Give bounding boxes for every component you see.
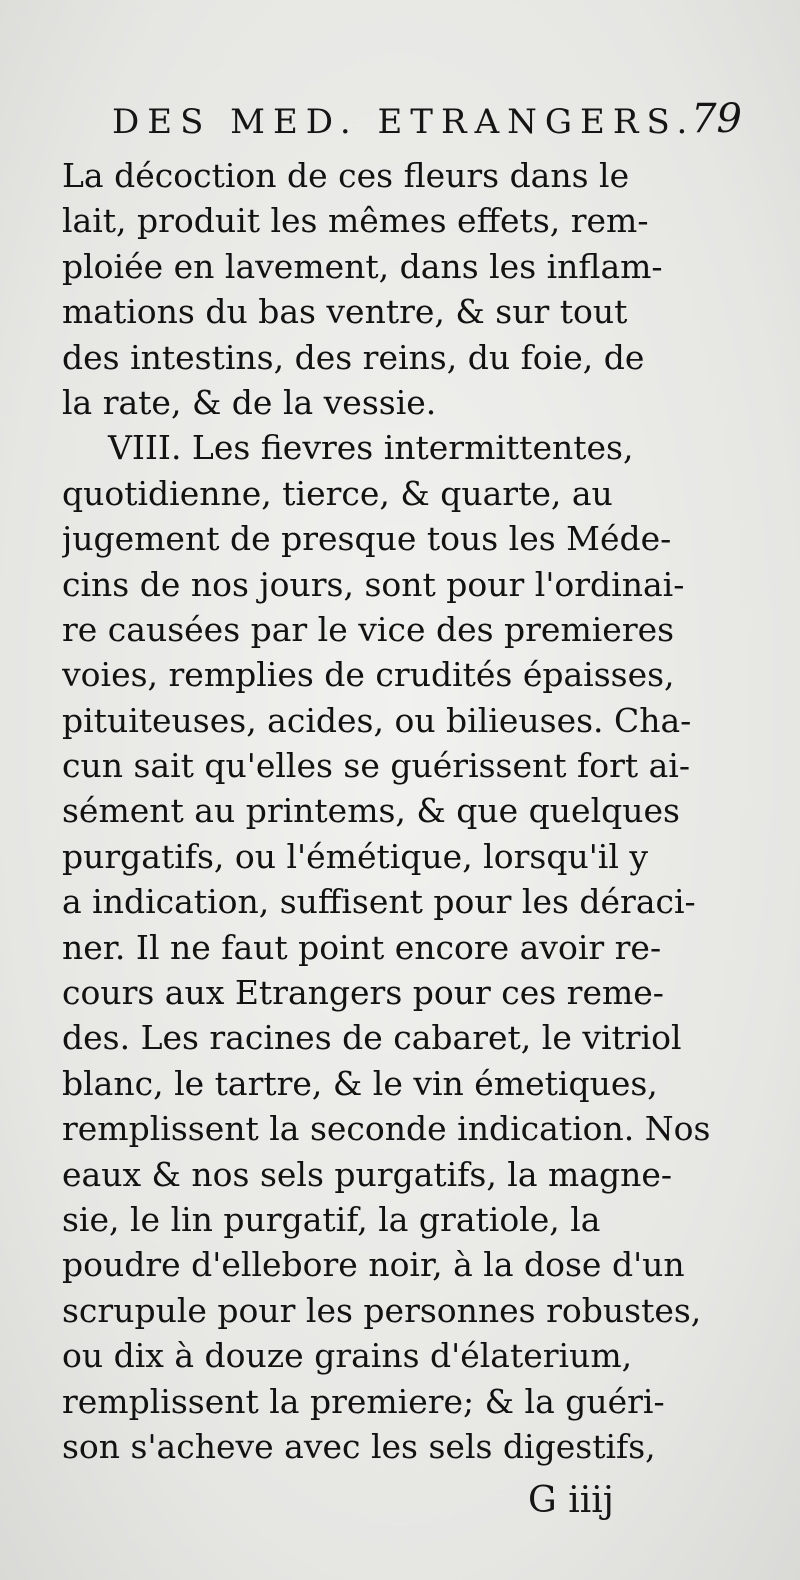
text-line: purgatifs, ou l'émétique, lorsqu'il y bbox=[62, 836, 649, 876]
text-line: cins de nos jours, sont pour l'ordinai- bbox=[62, 564, 685, 604]
paragraph-start-line: VIII. Les fievres intermittentes, bbox=[108, 428, 634, 468]
text-line: des intestins, des reins, du foie, de bbox=[62, 337, 645, 377]
text-line: blanc, le tartre, & le vin émetiques, bbox=[62, 1063, 658, 1103]
page-header bbox=[112, 96, 742, 144]
running-title: DES MED. ETRANGERS. bbox=[112, 102, 696, 142]
text-line: a indication, suffisent pour les déraci- bbox=[62, 882, 696, 922]
text-line: cun sait qu'elles se guérissent fort ai- bbox=[62, 746, 691, 786]
body-text bbox=[62, 153, 740, 1469]
page-number: 79 bbox=[691, 96, 742, 142]
text-line: poudre d'ellebore noir, à la dose d'un bbox=[62, 1245, 685, 1285]
text-line: la rate, & de la vessie. bbox=[62, 382, 437, 422]
text-line: remplissent la premiere; & la guéri- bbox=[62, 1381, 665, 1421]
text-line: ploiée en lavement, dans les inflam- bbox=[62, 246, 663, 286]
text-line: ner. Il ne faut point encore avoir re- bbox=[62, 927, 662, 967]
text-line: des. Les racines de cabaret, le vitriol bbox=[62, 1018, 682, 1058]
text-line: pituiteuses, acides, ou bilieuses. Cha- bbox=[62, 700, 692, 740]
text-line: son s'acheve avec les sels digestifs, bbox=[62, 1426, 656, 1466]
text-line: re causées par le vice des premieres bbox=[62, 609, 675, 649]
text-line: remplissent la seconde indication. Nos bbox=[62, 1109, 711, 1149]
text-line: La décoction de ces fleurs dans le bbox=[62, 156, 630, 195]
text-line: sément au printems, & que quelques bbox=[62, 791, 680, 831]
text-line: cours aux Etrangers pour ces reme- bbox=[62, 973, 664, 1013]
text-line: quotidienne, tierce, & quarte, au bbox=[62, 473, 613, 513]
text-line: eaux & nos sels purgatifs, la magne- bbox=[62, 1154, 673, 1194]
text-line: jugement de presque tous les Méde- bbox=[62, 519, 672, 559]
text-line: ou dix à douze grains d'élaterium, bbox=[62, 1336, 633, 1376]
text-line: voies, remplies de crudités épaisses, bbox=[62, 655, 675, 695]
text-line: sie, le lin purgatif, la gratiole, la bbox=[62, 1199, 601, 1239]
signature-mark: G iiij bbox=[528, 1480, 614, 1521]
text-line: lait, produit les mêmes effets, rem- bbox=[62, 201, 649, 241]
text-line: mations du bas ventre, & sur tout bbox=[62, 292, 628, 332]
text-line: scrupule pour les personnes robustes, bbox=[62, 1290, 702, 1330]
